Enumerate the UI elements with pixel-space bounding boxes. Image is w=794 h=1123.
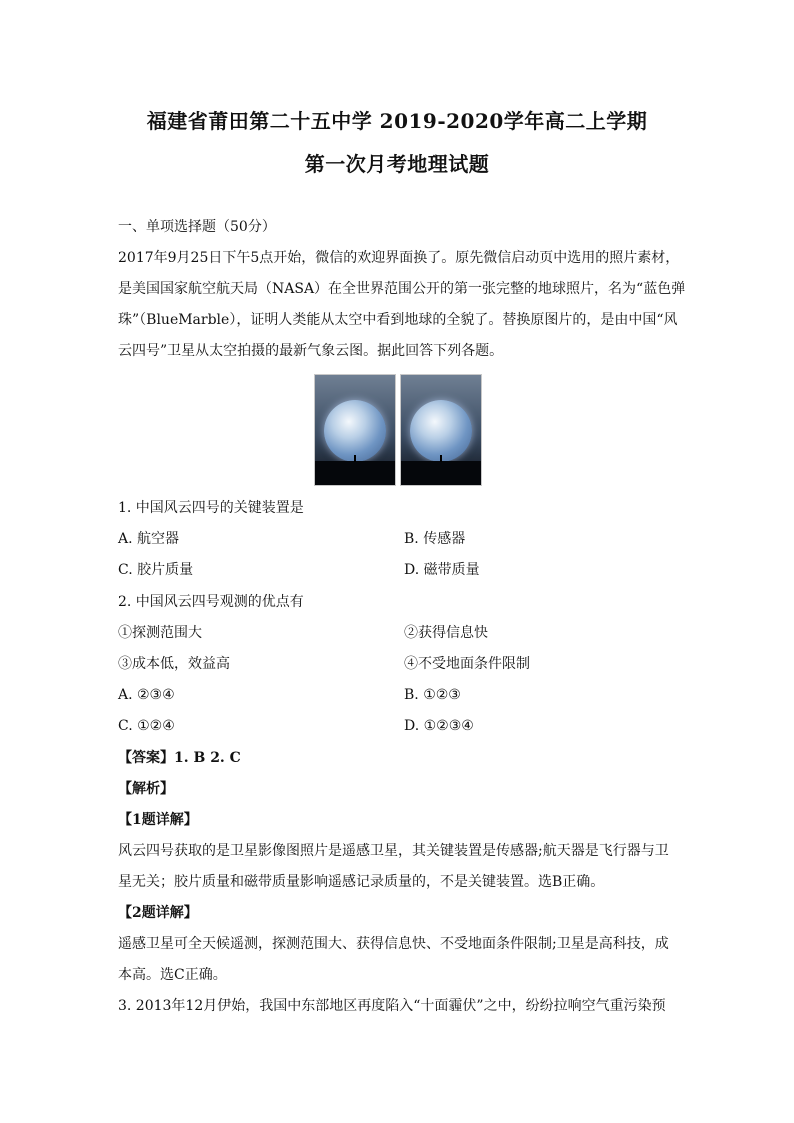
standing-figure xyxy=(354,455,356,462)
title-line-2: 第一次月考地理试题 xyxy=(304,152,490,176)
detail-1-label: 【1题详解】 xyxy=(118,812,198,828)
detail-2-label: 【2题详解】 xyxy=(118,905,198,921)
intro-line: 珠”（BlueMarble），证明人类能从太空中看到地球的全貌了。替换原图片的，是由中国“风 xyxy=(118,312,678,328)
q2-option-b: B. ①②③ xyxy=(404,687,461,703)
earth-globe xyxy=(324,400,386,462)
q2-statement-4: ④不受地面条件限制 xyxy=(404,656,530,672)
q2-option-d: D. ①②③④ xyxy=(404,718,474,734)
q2-statement-2: ②获得信息快 xyxy=(404,625,488,641)
detail-1-line: 星无关；胶片质量和磁带质量影响遥感记录质量的，不是关键装置。选B正确。 xyxy=(118,874,605,890)
answer-line: 【答案】1. B 2. C xyxy=(118,750,241,766)
question-3-stem: 3. 2013年12月伊始，我国中东部地区再度陷入“十面霾伏”之中，纷纷拉响空气重污染预 xyxy=(118,998,666,1014)
q2-option-c: C. ①②④ xyxy=(118,718,175,734)
detail-1-line: 风云四号获取的是卫星影像图照片是遥感卫星，其关键装置是传感器;航天器是飞行器与卫 xyxy=(118,843,669,859)
intro-line: 2017年9月25日下午5点开始，微信的欢迎界面换了。原先微信启动页中选用的照片素材， xyxy=(118,250,680,266)
title-line-1: 福建省莆田第二十五中学 2019-2020学年高二上学期 xyxy=(146,109,648,133)
intro-line: 云四号”卫星从太空拍摄的最新气象云图。据此回答下列各题。 xyxy=(118,343,504,359)
q1-option-a: A. 航空器 xyxy=(118,531,180,547)
q2-statement-1: ①探测范围大 xyxy=(118,625,202,641)
section-heading: 一、单项选择题（50分） xyxy=(118,219,276,235)
q1-option-c: C. 胶片质量 xyxy=(118,562,194,578)
standing-figure xyxy=(440,455,442,462)
analysis-label: 【解析】 xyxy=(118,781,174,797)
intro-line: 是美国国家航空航天局（NASA）在全世界范围公开的第一张完整的地球照片，名为“蓝色弹 xyxy=(118,281,686,297)
q1-option-d: D. 磁带质量 xyxy=(404,562,480,578)
earth-globe xyxy=(410,400,472,462)
question-2-stem: 2. 中国风云四号观测的优点有 xyxy=(118,594,304,610)
earth-photo-fengyun xyxy=(400,374,482,486)
earth-photo-blue-marble xyxy=(314,374,396,486)
horizon-ground xyxy=(315,461,395,485)
q2-statement-3: ③成本低，效益高 xyxy=(118,656,230,672)
q1-option-b: B. 传感器 xyxy=(404,531,466,547)
detail-2-line: 遥感卫星可全天候遥测，探测范围大、获得信息快、不受地面条件限制;卫星是高科技，成 xyxy=(118,936,669,952)
question-1-stem: 1. 中国风云四号的关键装置是 xyxy=(118,500,304,516)
detail-2-line: 本高。选C正确。 xyxy=(118,967,227,983)
q2-option-a: A. ②③④ xyxy=(118,687,175,703)
horizon-ground xyxy=(401,461,481,485)
